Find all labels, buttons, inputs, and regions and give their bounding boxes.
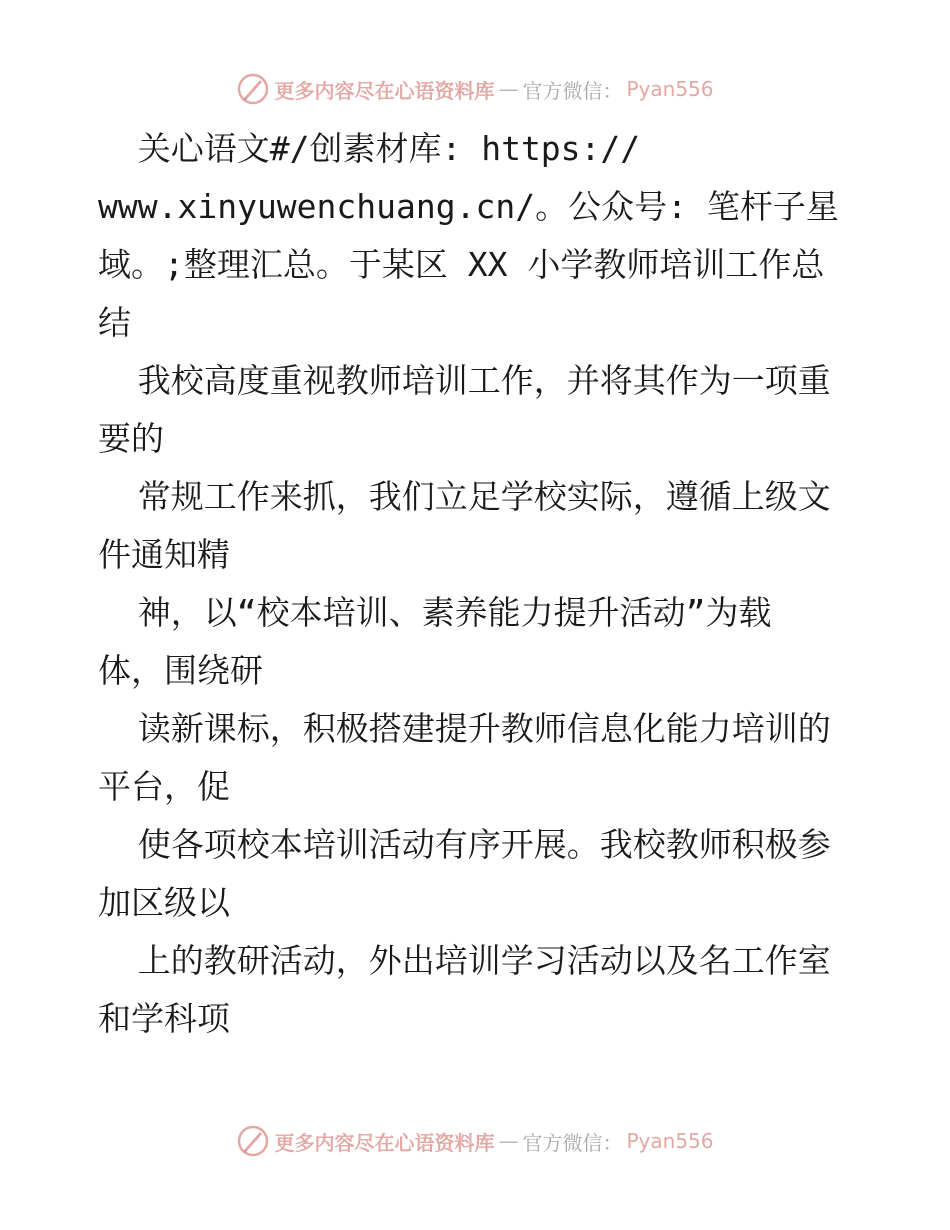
feather-pen-seal-icon (236, 72, 270, 106)
text-line: 上的教研活动，外出培训学习活动以及名工作室 (98, 941, 831, 980)
text-line: 和学科项 (98, 999, 230, 1038)
feather-pen-seal-icon (236, 1124, 270, 1158)
text-line: 结 (98, 303, 131, 342)
text-line: 我校高度重视教师培训工作，并将其作为一项重 (98, 361, 831, 400)
text-line: 神，以“校本培训、素养能力提升活动”为载 (98, 593, 772, 632)
text-line: 关心语文#/创素材库: https:// (98, 129, 641, 168)
text-line: www.xinyuwenchuang.cn/。公众号: 笔杆子星 (98, 187, 839, 226)
footer-watermark (0, 1124, 950, 1158)
watermark-separator: — (498, 1129, 519, 1153)
watermark-wechat-label: 官方微信： (522, 78, 623, 103)
text-line: 要的 (98, 419, 164, 458)
watermark-wechat-id: Pyan556 (626, 1129, 714, 1153)
watermark-text: 更多内容尽在心语资料库 (274, 78, 495, 103)
text-line: 加区级以 (98, 883, 230, 922)
text-line: 件通知精 (98, 535, 230, 574)
watermark-text: 更多内容尽在心语资料库 (274, 1130, 495, 1155)
text-line: 域。;整理汇总。于某区 XX 小学教师培训工作总 (98, 245, 825, 284)
text-line: 常规工作来抓，我们立足学校实际，遵循上级文 (98, 477, 831, 516)
watermark-wechat-id: Pyan556 (626, 77, 714, 101)
watermark-wechat-label: 官方微信： (522, 1130, 623, 1155)
text-line: 体，围绕研 (98, 651, 263, 690)
text-line: 读新课标，积极搭建提升教师信息化能力培训的 (98, 709, 831, 748)
watermark-separator: — (498, 77, 519, 101)
document-body (98, 120, 858, 1048)
header-watermark (0, 72, 950, 106)
text-line: 平台，促 (98, 767, 230, 806)
text-line: 使各项校本培训活动有序开展。我校教师积极参 (98, 825, 831, 864)
